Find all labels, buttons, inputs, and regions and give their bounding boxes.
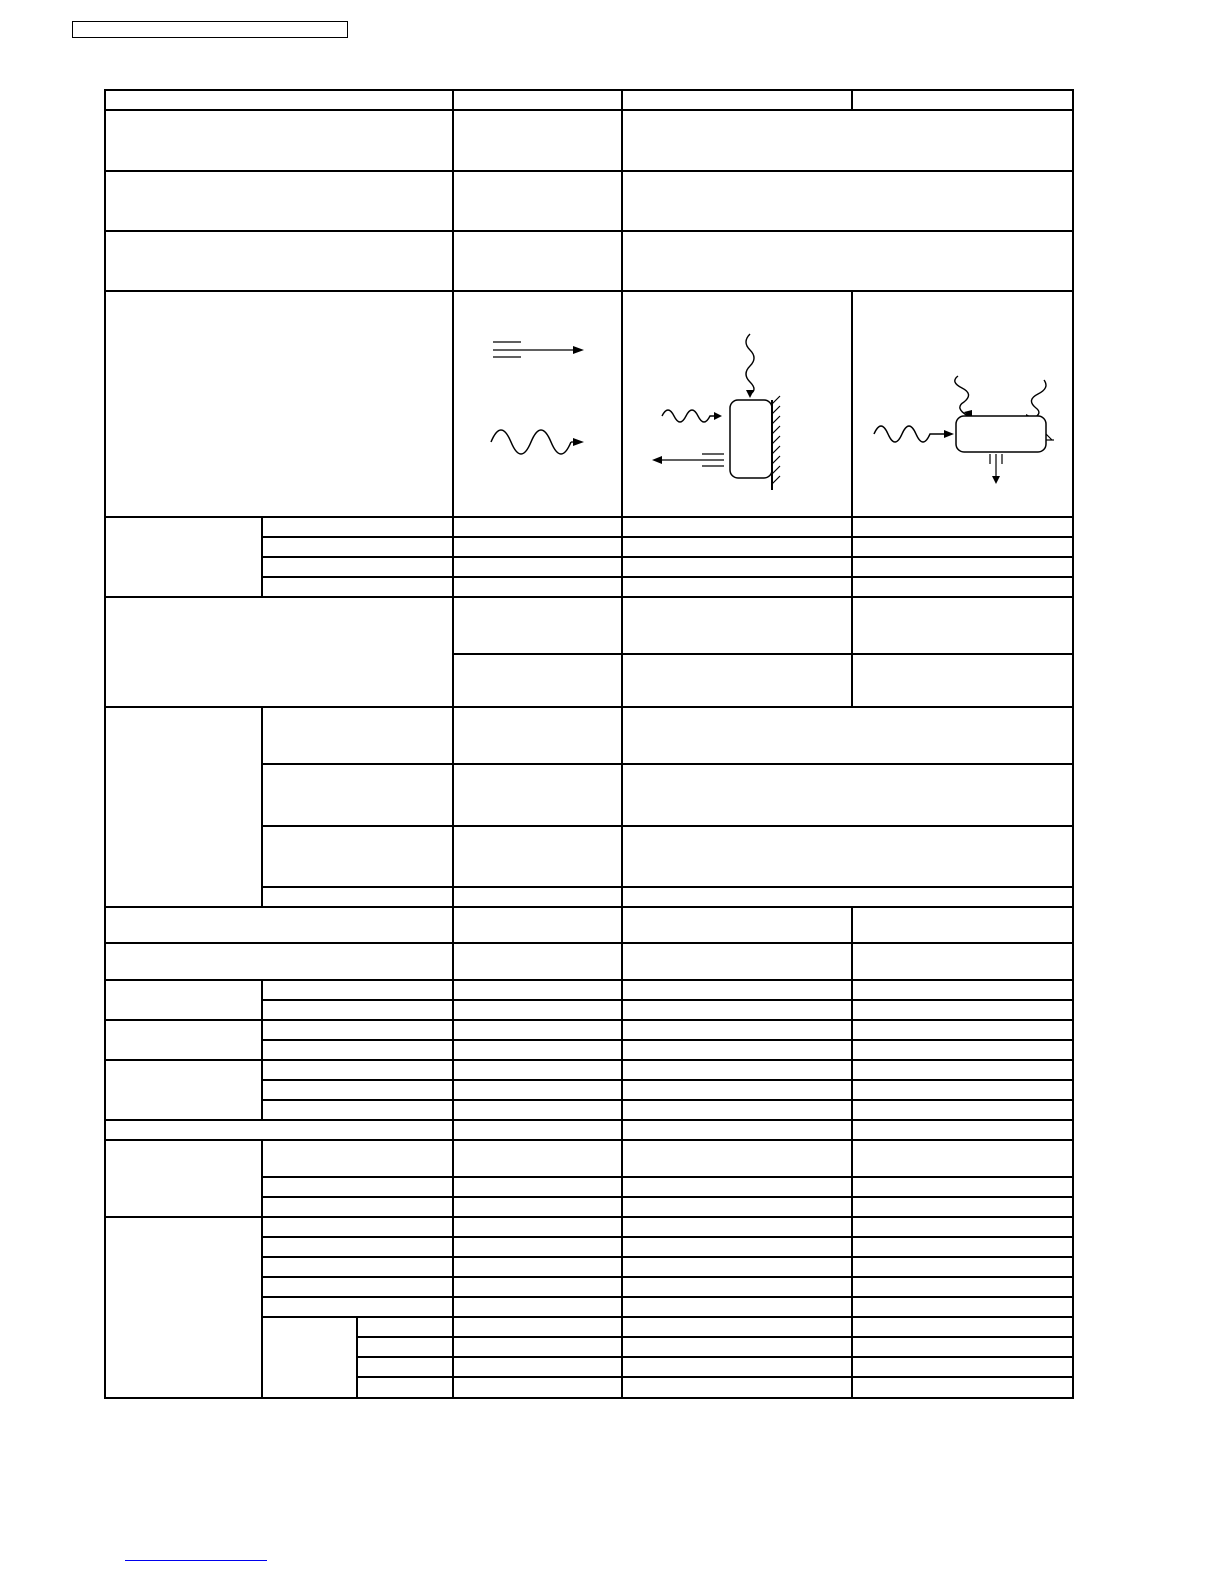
table-row bbox=[105, 171, 1073, 231]
table-cell bbox=[852, 1140, 1073, 1177]
table-cell bbox=[453, 1177, 622, 1197]
table-cell bbox=[262, 1317, 357, 1398]
table-cell bbox=[262, 1040, 453, 1060]
table-cell bbox=[852, 980, 1073, 1000]
table-cell bbox=[622, 231, 1073, 291]
table-cell bbox=[852, 1197, 1073, 1217]
table-cell bbox=[262, 557, 453, 577]
table-cell bbox=[622, 1080, 852, 1100]
table-cell bbox=[622, 597, 852, 654]
table-cell bbox=[262, 1217, 453, 1237]
table-cell bbox=[622, 907, 852, 943]
table-cell bbox=[622, 1217, 852, 1237]
table-cell bbox=[105, 171, 453, 231]
table-row bbox=[105, 231, 1073, 291]
table-cell bbox=[622, 1237, 852, 1257]
table-cell bbox=[453, 943, 622, 980]
table-cell bbox=[453, 1357, 622, 1377]
table-row bbox=[105, 90, 1073, 110]
table-row bbox=[105, 943, 1073, 980]
table-cell bbox=[622, 1377, 852, 1398]
table-cell bbox=[453, 557, 622, 577]
table-cell bbox=[852, 654, 1073, 707]
table-cell bbox=[262, 887, 453, 907]
table-cell bbox=[852, 1100, 1073, 1120]
table-cell bbox=[262, 1197, 453, 1217]
table-cell bbox=[622, 577, 852, 597]
table-cell bbox=[852, 1377, 1073, 1398]
table-cell bbox=[453, 517, 622, 537]
table-cell bbox=[262, 1237, 453, 1257]
table-cell bbox=[852, 1237, 1073, 1257]
table-cell bbox=[453, 597, 622, 654]
table-cell bbox=[622, 1140, 852, 1177]
table-cell bbox=[453, 707, 622, 764]
table-cell bbox=[262, 1020, 453, 1040]
spec-table bbox=[104, 89, 1074, 1399]
table-cell bbox=[852, 577, 1073, 597]
table-cell bbox=[852, 557, 1073, 577]
table-cell bbox=[453, 1080, 622, 1100]
table-cell bbox=[453, 907, 622, 943]
table-cell bbox=[262, 1277, 453, 1297]
table-cell bbox=[453, 90, 622, 110]
table-cell bbox=[105, 980, 262, 1020]
table-cell bbox=[453, 1337, 622, 1357]
footer-link[interactable] bbox=[125, 1560, 267, 1561]
table-cell bbox=[262, 980, 453, 1000]
table-cell bbox=[622, 90, 852, 110]
table-cell bbox=[622, 887, 1073, 907]
table-cell bbox=[622, 1120, 852, 1140]
table-cell bbox=[453, 537, 622, 557]
table-cell bbox=[852, 1120, 1073, 1140]
table-cell bbox=[852, 1357, 1073, 1377]
table-cell bbox=[852, 597, 1073, 654]
table-cell bbox=[622, 1197, 852, 1217]
table-cell bbox=[262, 1177, 453, 1197]
table-cell bbox=[622, 943, 852, 980]
table-cell bbox=[105, 110, 453, 171]
table-cell bbox=[105, 90, 453, 110]
table-cell bbox=[622, 537, 852, 557]
reflective-panel-diagram-icon bbox=[624, 294, 850, 514]
table-cell bbox=[262, 1257, 453, 1277]
table-cell bbox=[453, 1000, 622, 1020]
table-row bbox=[105, 707, 1073, 764]
table-cell bbox=[622, 1277, 852, 1297]
table-cell bbox=[852, 1060, 1073, 1080]
table-cell bbox=[453, 1100, 622, 1120]
table-cell bbox=[622, 1000, 852, 1020]
diagram-cell bbox=[852, 291, 1073, 517]
table-cell bbox=[453, 1060, 622, 1080]
table-cell bbox=[453, 1317, 622, 1337]
table-cell bbox=[852, 1080, 1073, 1100]
table-cell bbox=[453, 1297, 622, 1317]
table-cell bbox=[852, 1217, 1073, 1237]
table-cell bbox=[453, 1040, 622, 1060]
table-cell bbox=[105, 517, 262, 597]
table-cell bbox=[622, 1040, 852, 1060]
table-cell bbox=[852, 1020, 1073, 1040]
table-row bbox=[105, 110, 1073, 171]
table-cell bbox=[262, 1140, 453, 1177]
table-row bbox=[105, 597, 1073, 654]
table-cell bbox=[262, 1297, 453, 1317]
table-row bbox=[105, 1060, 1073, 1080]
table-cell bbox=[105, 231, 453, 291]
table-cell bbox=[105, 1120, 453, 1140]
table-cell bbox=[357, 1357, 453, 1377]
table-cell bbox=[622, 110, 1073, 171]
table-cell bbox=[453, 110, 622, 171]
table-cell bbox=[852, 907, 1073, 943]
diagram-cell bbox=[453, 291, 622, 517]
table-cell bbox=[453, 1020, 622, 1040]
table-row bbox=[105, 980, 1073, 1000]
table-cell bbox=[453, 887, 622, 907]
table-cell bbox=[262, 537, 453, 557]
table-cell bbox=[105, 707, 262, 906]
table-cell bbox=[262, 764, 453, 825]
table-cell bbox=[262, 1080, 453, 1100]
table-cell bbox=[262, 1100, 453, 1120]
table-cell bbox=[622, 1177, 852, 1197]
table-cell bbox=[852, 1297, 1073, 1317]
table-cell bbox=[105, 597, 453, 707]
table-row bbox=[105, 291, 1073, 517]
table-cell bbox=[622, 980, 852, 1000]
table-cell bbox=[453, 980, 622, 1000]
table-row bbox=[105, 907, 1073, 943]
table-cell bbox=[852, 943, 1073, 980]
table-cell bbox=[852, 1337, 1073, 1357]
table-cell bbox=[852, 1177, 1073, 1197]
table-cell bbox=[357, 1337, 453, 1357]
table-cell bbox=[453, 171, 622, 231]
table-cell bbox=[262, 517, 453, 537]
table-cell bbox=[622, 1317, 852, 1337]
table-cell bbox=[453, 1257, 622, 1277]
diagram-cell bbox=[622, 291, 852, 517]
table-cell bbox=[357, 1377, 453, 1398]
table-cell bbox=[453, 1377, 622, 1398]
table-cell bbox=[622, 1100, 852, 1120]
table-row bbox=[105, 1020, 1073, 1040]
table-cell bbox=[622, 707, 1073, 764]
table-cell bbox=[852, 517, 1073, 537]
table-cell bbox=[622, 557, 852, 577]
absorbing-panel-diagram-icon bbox=[854, 294, 1072, 514]
table-cell bbox=[453, 1140, 622, 1177]
table-cell bbox=[105, 1060, 262, 1120]
table-cell bbox=[622, 171, 1073, 231]
table-cell bbox=[622, 517, 852, 537]
table-row bbox=[105, 517, 1073, 537]
table-cell bbox=[852, 537, 1073, 557]
straight-arrow-and-wave-icon bbox=[455, 294, 620, 514]
table-cell bbox=[852, 1257, 1073, 1277]
table-cell bbox=[105, 907, 453, 943]
table-cell bbox=[852, 1277, 1073, 1297]
table-cell bbox=[105, 1217, 262, 1398]
table-cell bbox=[622, 1297, 852, 1317]
table-cell bbox=[453, 1217, 622, 1237]
table-cell bbox=[453, 1277, 622, 1297]
table-cell bbox=[262, 707, 453, 764]
table-cell bbox=[622, 1337, 852, 1357]
table-cell bbox=[622, 1020, 852, 1040]
header-box bbox=[72, 21, 348, 38]
table-cell bbox=[453, 231, 622, 291]
table-cell bbox=[622, 1257, 852, 1277]
table-cell bbox=[622, 654, 852, 707]
table-cell bbox=[105, 1020, 262, 1060]
table-cell bbox=[622, 764, 1073, 825]
table-cell bbox=[357, 1317, 453, 1337]
table-cell bbox=[453, 577, 622, 597]
table-cell bbox=[852, 90, 1073, 110]
table-cell bbox=[262, 577, 453, 597]
table-cell bbox=[453, 1120, 622, 1140]
table-cell bbox=[453, 764, 622, 825]
table-row bbox=[105, 1120, 1073, 1140]
table-cell bbox=[105, 291, 453, 517]
table-cell bbox=[262, 1000, 453, 1020]
table-cell bbox=[105, 1140, 262, 1217]
table-cell bbox=[622, 1357, 852, 1377]
table-cell bbox=[262, 826, 453, 887]
table-cell bbox=[453, 654, 622, 707]
table-cell bbox=[453, 826, 622, 887]
table-row bbox=[105, 1140, 1073, 1177]
table-cell bbox=[852, 1040, 1073, 1060]
table-row bbox=[105, 1217, 1073, 1237]
table-cell bbox=[852, 1000, 1073, 1020]
table-cell bbox=[105, 943, 453, 980]
table-cell bbox=[852, 1317, 1073, 1337]
table-cell bbox=[262, 1060, 453, 1080]
table-cell bbox=[622, 1060, 852, 1080]
table-cell bbox=[453, 1237, 622, 1257]
table-cell bbox=[453, 1197, 622, 1217]
table-cell bbox=[622, 826, 1073, 887]
